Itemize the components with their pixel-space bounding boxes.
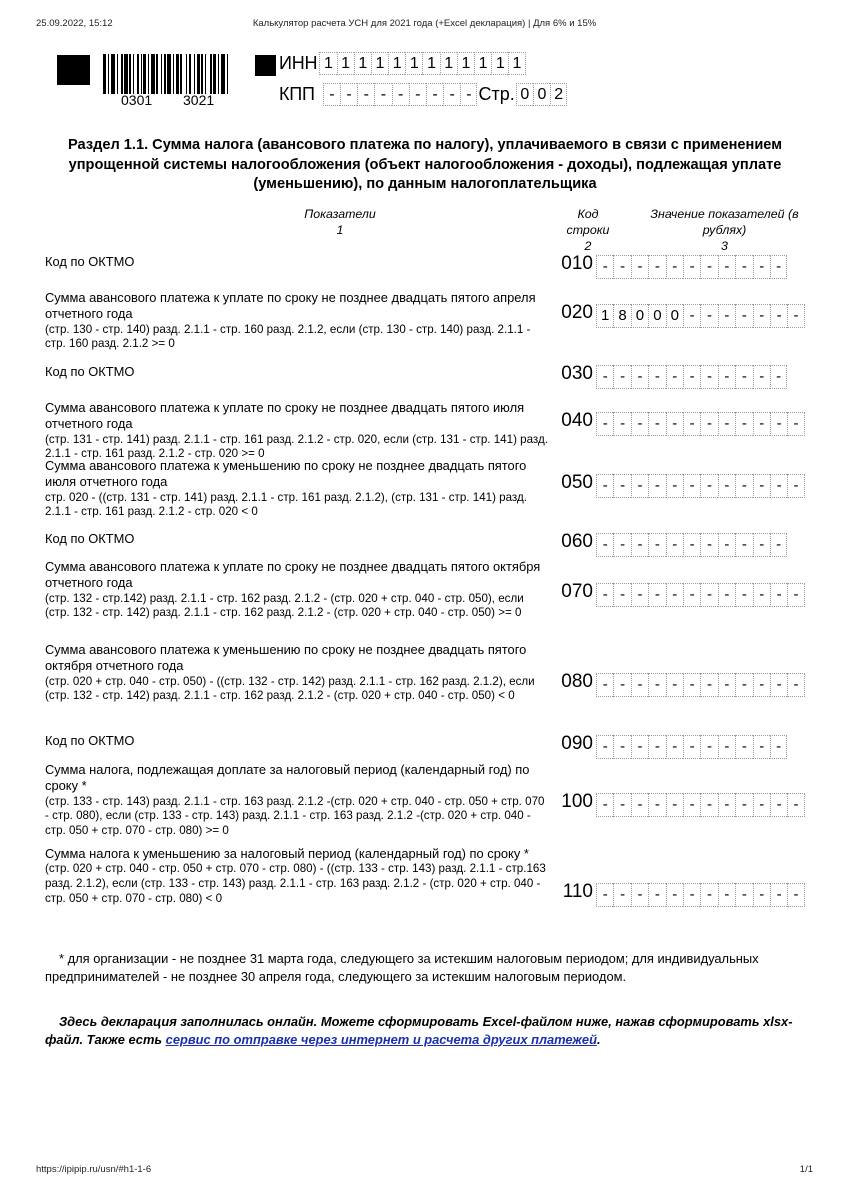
- inn-cell[interactable]: 1: [337, 52, 354, 75]
- barcode-digits-right: 3021: [183, 92, 215, 108]
- value-cell[interactable]: -: [631, 883, 648, 907]
- value-cell[interactable]: 8: [613, 304, 630, 328]
- value-cell[interactable]: -: [683, 365, 700, 389]
- value-cell[interactable]: -: [718, 583, 735, 607]
- row-value-cells-100[interactable]: [596, 793, 805, 817]
- barcode-bar: [141, 54, 142, 94]
- barcode-bar: [201, 54, 203, 94]
- value-cell[interactable]: -: [683, 735, 700, 759]
- row-label-020: [45, 288, 548, 352]
- value-cell[interactable]: 0: [648, 304, 665, 328]
- value-cell[interactable]: -: [718, 412, 735, 436]
- barcode-bar: [180, 54, 182, 94]
- footnote: [45, 950, 805, 985]
- value-cell[interactable]: -: [648, 883, 665, 907]
- barcode-bar: [129, 54, 131, 94]
- row-label-050: [45, 456, 548, 520]
- inn-cell[interactable]: 1: [388, 52, 405, 75]
- value-cell[interactable]: -: [753, 673, 770, 697]
- value-cell[interactable]: -: [683, 883, 700, 907]
- value-cell[interactable]: -: [735, 883, 752, 907]
- payment-service-link[interactable]: сервис по отправке через интернет и расчета других платежей: [165, 1031, 597, 1047]
- value-cell[interactable]: -: [787, 793, 804, 817]
- value-cell[interactable]: -: [666, 883, 683, 907]
- value-cell[interactable]: -: [787, 673, 804, 697]
- row-code-080: 080: [561, 671, 593, 692]
- value-cell[interactable]: -: [770, 735, 787, 759]
- value-cell[interactable]: -: [735, 474, 752, 498]
- barcode-bar: [156, 54, 158, 94]
- barcode-bar: [167, 54, 171, 94]
- value-cell[interactable]: -: [683, 304, 700, 328]
- kpp-cell[interactable]: -: [340, 83, 357, 106]
- value-cell[interactable]: -: [631, 533, 648, 557]
- footnote-text: * для организации - не позднее 31 марта года, следующего за истекшим налоговым периодом; для индивидуальных предпринимателей - не позднее 30 апреля года, следующего за истекшим налоговым периодом.: [45, 951, 759, 984]
- value-cell[interactable]: -: [613, 583, 630, 607]
- value-cell[interactable]: -: [753, 474, 770, 498]
- value-cell[interactable]: -: [700, 533, 717, 557]
- value-cell[interactable]: -: [753, 883, 770, 907]
- page-number-cell[interactable]: 2: [550, 83, 567, 106]
- value-cell[interactable]: -: [700, 735, 717, 759]
- inn-field-row: [279, 52, 526, 75]
- value-cell[interactable]: -: [700, 883, 717, 907]
- value-cell[interactable]: -: [683, 793, 700, 817]
- row-value-cells-060[interactable]: [596, 533, 787, 557]
- row-label-030: [45, 362, 548, 380]
- column-header-indicators-label: Показатели: [304, 207, 376, 221]
- value-cell[interactable]: -: [718, 883, 735, 907]
- value-cell[interactable]: -: [735, 673, 752, 697]
- value-cell[interactable]: -: [718, 533, 735, 557]
- value-cell[interactable]: -: [613, 533, 630, 557]
- value-cell[interactable]: -: [648, 583, 665, 607]
- value-cell[interactable]: -: [770, 255, 787, 279]
- barcode-bar: [151, 54, 155, 94]
- online-note: [45, 1013, 807, 1048]
- row-value-cells-030[interactable]: [596, 365, 787, 389]
- value-cell[interactable]: -: [613, 793, 630, 817]
- value-cell[interactable]: -: [613, 255, 630, 279]
- value-cell[interactable]: -: [631, 255, 648, 279]
- value-cell[interactable]: -: [631, 412, 648, 436]
- barcode-corner-marker: [57, 55, 90, 85]
- column-header-indicators-number: 1: [336, 223, 344, 237]
- value-cell[interactable]: -: [735, 793, 752, 817]
- inn-cell[interactable]: 1: [440, 52, 457, 75]
- row-label-main: Сумма авансового платежа к уплате по сроку не позднее двадцать пятого октября отчетного года: [45, 559, 541, 591]
- value-cell[interactable]: -: [753, 412, 770, 436]
- value-cell[interactable]: -: [787, 304, 804, 328]
- value-cell[interactable]: -: [648, 793, 665, 817]
- row-label-formula: (стр. 020 + стр. 040 - стр. 050) - ((стр. 132 - стр. 142) разд. 2.1.1 - стр. 162 разд. 2.1.2), если (стр. 132 - стр. 142) разд. 2.1.1 - стр. 162 разд. 2.1.2 - (стр. 020 + стр. 040 - стр. 050) < 0: [45, 674, 535, 703]
- value-cell[interactable]: -: [648, 533, 665, 557]
- column-header-value-number: 3: [721, 239, 728, 253]
- barcode-bar: [186, 54, 187, 94]
- value-cell[interactable]: -: [700, 793, 717, 817]
- section-title: Раздел 1.1. Сумма налога (авансового платежа по налогу), уплачиваемого в связи с применением упрощенной системы налогообложения (объект налогообложения - доходы), подлежащая уплате (уменьшению), по данным налогоплательщика: [67, 137, 783, 192]
- value-cell[interactable]: -: [700, 255, 717, 279]
- column-header-code-line2: строки: [566, 223, 610, 237]
- barcode-bar: [108, 54, 109, 94]
- barcode-bar: [103, 54, 106, 94]
- inn-cell[interactable]: 1: [354, 52, 371, 75]
- value-cell[interactable]: -: [596, 474, 613, 498]
- value-cell[interactable]: -: [596, 365, 613, 389]
- value-cell[interactable]: -: [787, 412, 804, 436]
- value-cell[interactable]: -: [735, 533, 752, 557]
- page-number-cell[interactable]: 0: [533, 83, 550, 106]
- value-cell[interactable]: -: [666, 533, 683, 557]
- print-page-title: Калькулятор расчета УСН для 2021 года (+Excel декларация) | Для 6% и 15%: [252, 18, 597, 29]
- print-timestamp: 25.09.2022, 15:12: [36, 18, 113, 29]
- row-value-cells-090[interactable]: [596, 735, 787, 759]
- value-cell[interactable]: -: [770, 673, 787, 697]
- kpp-cell[interactable]: -: [409, 83, 426, 106]
- value-cell[interactable]: -: [683, 474, 700, 498]
- row-code-010: 010: [561, 253, 593, 274]
- row-label-080: [45, 640, 548, 704]
- print-url: https://ipipip.ru/usn/#h1-1-6: [36, 1164, 152, 1175]
- value-cell[interactable]: -: [596, 583, 613, 607]
- barcode-bar: [173, 54, 174, 94]
- row-label-formula: стр. 020 - ((стр. 131 - стр. 141) разд. 2.1.1 - стр. 161 разд. 2.1.2), (стр. 131 - стр. 141) разд. 2.1.1 - стр. 161 разд. 2.1.2 - стр. 020 < 0: [45, 490, 527, 519]
- inn-cell[interactable]: 1: [508, 52, 525, 75]
- row-label-main: Код по ОКТМО: [45, 531, 135, 546]
- barcode-bar: [213, 54, 216, 94]
- row-label-main: Сумма налога, подлежащая доплате за налоговый период (календарный год) по сроку *: [45, 762, 530, 794]
- value-cell[interactable]: -: [787, 474, 804, 498]
- row-code-070: 070: [561, 581, 593, 602]
- value-cell[interactable]: -: [613, 883, 630, 907]
- value-cell[interactable]: -: [770, 304, 787, 328]
- row-code-030: 030: [561, 363, 593, 384]
- kpp-label: КПП: [279, 84, 315, 104]
- online-note-after: .: [596, 1031, 601, 1047]
- barcode-bar: [148, 54, 149, 94]
- value-cell[interactable]: 0: [666, 304, 683, 328]
- barcode-bar: [227, 54, 228, 94]
- inn-cell[interactable]: 1: [319, 52, 336, 75]
- row-label-main: Код по ОКТМО: [45, 733, 135, 748]
- inn-label: ИНН: [279, 53, 318, 73]
- value-cell[interactable]: -: [666, 735, 683, 759]
- inn-cell[interactable]: 1: [405, 52, 422, 75]
- row-code-050: 050: [561, 472, 593, 493]
- value-cell[interactable]: -: [648, 255, 665, 279]
- row-code-020: 020: [561, 302, 593, 323]
- barcode-bar: [161, 54, 162, 94]
- value-cell[interactable]: -: [613, 735, 630, 759]
- value-cell[interactable]: -: [770, 583, 787, 607]
- value-cell[interactable]: -: [735, 735, 752, 759]
- row-label-main: Сумма авансового платежа к уплате по сроку не позднее двадцать пятого июля отчетного года: [45, 400, 525, 432]
- page-label: Стр.: [478, 84, 515, 104]
- value-cell[interactable]: -: [753, 304, 770, 328]
- inn-cell[interactable]: 1: [422, 52, 439, 75]
- column-header-code-number: 2: [584, 239, 592, 253]
- row-label-formula: (стр. 133 - стр. 143) разд. 2.1.1 - стр. 163 разд. 2.1.2 -(стр. 020 + стр. 040 - стр. 050 + стр. 070 - стр. 080), если (стр. 133 - стр. 143) разд. 2.1.1 - стр. 163 разд. 2.1.2 -(стр. 020 + стр. 040 - стр. 050 + стр. 070 - стр. 080) >= 0: [45, 794, 545, 837]
- value-cell[interactable]: -: [631, 474, 648, 498]
- inn-cell[interactable]: 1: [457, 52, 474, 75]
- row-code-090: 090: [561, 733, 593, 754]
- column-header-code-line1: Код: [577, 207, 599, 221]
- row-value-cells-040[interactable]: [596, 412, 805, 436]
- value-cell[interactable]: -: [631, 735, 648, 759]
- value-cell[interactable]: -: [718, 793, 735, 817]
- value-cell[interactable]: -: [666, 673, 683, 697]
- value-cell[interactable]: -: [683, 533, 700, 557]
- column-header-value: [597, 206, 849, 254]
- value-cell[interactable]: -: [666, 365, 683, 389]
- barcode-image: [103, 54, 250, 94]
- barcode-bar: [133, 54, 134, 94]
- value-cell[interactable]: -: [700, 412, 717, 436]
- kpp-cell[interactable]: -: [392, 83, 409, 106]
- kpp-cell[interactable]: -: [426, 83, 443, 106]
- value-cell[interactable]: -: [700, 304, 717, 328]
- value-cell[interactable]: -: [718, 304, 735, 328]
- row-label-formula: (стр. 020 + стр. 040 - стр. 050 + стр. 070 - стр. 080) - ((стр. 133 - стр. 143) разд. 2.1.1 - стр.163 разд. 2.1.2), если (стр. 133 - стр. 143) разд. 2.1.1 - стр. 163 разд. 2.1.2 - (стр. 020 + стр. 040 - стр. 050 + стр. 070 - стр. 080) < 0: [45, 862, 546, 905]
- row-value-cells-080[interactable]: [596, 673, 805, 697]
- value-cell[interactable]: -: [648, 673, 665, 697]
- value-cell[interactable]: -: [631, 793, 648, 817]
- value-cell[interactable]: -: [700, 583, 717, 607]
- value-cell[interactable]: -: [666, 793, 683, 817]
- value-cell[interactable]: -: [596, 793, 613, 817]
- value-cell[interactable]: -: [666, 583, 683, 607]
- row-code-110: 110: [562, 881, 593, 902]
- value-cell[interactable]: -: [648, 365, 665, 389]
- row-value-cells-020[interactable]: [596, 304, 805, 328]
- barcode-digits: [103, 92, 250, 108]
- value-cell[interactable]: -: [787, 883, 804, 907]
- inn-cell[interactable]: 1: [474, 52, 491, 75]
- value-cell[interactable]: -: [718, 673, 735, 697]
- online-note-before: Здесь декларация заполнилась онлайн. Можете сформировать Excel-файлом ниже, нажав сформировать xlsx-файл. Также есть: [45, 1014, 793, 1047]
- identification-block: [57, 52, 797, 126]
- inn-cell[interactable]: 1: [491, 52, 508, 75]
- value-cell[interactable]: -: [718, 365, 735, 389]
- table-column-headers: [45, 206, 805, 253]
- value-cell[interactable]: -: [596, 412, 613, 436]
- kpp-cell[interactable]: -: [323, 83, 340, 106]
- row-code-040: 040: [561, 410, 593, 431]
- inn-cell[interactable]: 1: [371, 52, 388, 75]
- value-cell[interactable]: -: [666, 255, 683, 279]
- value-cell[interactable]: -: [735, 583, 752, 607]
- barcode-digits-left: 0301: [121, 92, 153, 108]
- value-cell[interactable]: -: [770, 474, 787, 498]
- inn-cells[interactable]: [319, 52, 525, 75]
- barcode-bar: [221, 54, 225, 94]
- row-label-main: Код по ОКТМО: [45, 364, 135, 379]
- value-cell[interactable]: -: [735, 304, 752, 328]
- barcode-bar: [121, 54, 123, 94]
- row-code-100: 100: [561, 791, 593, 812]
- column-header-value-line2: рублях): [702, 223, 747, 237]
- row-label-formula: (стр. 130 - стр. 140) разд. 2.1.1 - стр. 160 разд. 2.1.2, если (стр. 130 - стр. 140) разд. 2.1.1 - стр. 160 разд. 2.1.2 >= 0: [45, 322, 531, 351]
- value-cell[interactable]: 1: [596, 304, 613, 328]
- value-cell[interactable]: -: [770, 412, 787, 436]
- value-cell[interactable]: -: [648, 735, 665, 759]
- value-cell[interactable]: -: [596, 673, 613, 697]
- barcode-bar: [143, 54, 146, 94]
- barcode-bar: [124, 54, 128, 94]
- row-code-060: 060: [561, 531, 593, 552]
- row-value-cells-050[interactable]: [596, 474, 805, 498]
- value-cell[interactable]: -: [596, 883, 613, 907]
- barcode-bar: [111, 54, 115, 94]
- barcode-bar: [164, 54, 166, 94]
- value-cell[interactable]: -: [770, 883, 787, 907]
- value-cell[interactable]: -: [735, 365, 752, 389]
- value-cell[interactable]: -: [613, 474, 630, 498]
- row-value-cells-070[interactable]: [596, 583, 805, 607]
- kpp-cell[interactable]: -: [443, 83, 460, 106]
- value-cell[interactable]: -: [770, 793, 787, 817]
- row-label-100: [45, 760, 548, 839]
- page-number-cell[interactable]: 0: [516, 83, 533, 106]
- kpp-field-row: [279, 83, 567, 106]
- print-page-number: 1/1: [799, 1164, 813, 1175]
- value-cell[interactable]: -: [753, 793, 770, 817]
- value-cell[interactable]: -: [753, 583, 770, 607]
- value-cell[interactable]: -: [596, 255, 613, 279]
- print-header: [0, 18, 849, 32]
- value-cell[interactable]: -: [735, 255, 752, 279]
- inn-corner-marker: [255, 55, 276, 76]
- row-label-main: Код по ОКТМО: [45, 254, 135, 269]
- value-cell[interactable]: -: [753, 365, 770, 389]
- value-cell[interactable]: -: [700, 673, 717, 697]
- barcode-bar: [137, 54, 139, 94]
- barcode-bar: [205, 54, 206, 94]
- value-cell[interactable]: -: [683, 412, 700, 436]
- value-cell[interactable]: -: [753, 255, 770, 279]
- row-label-main: Сумма авансового платежа к уменьшению по сроку не позднее двадцать пятого октября отчетного года: [45, 642, 527, 674]
- value-cell[interactable]: -: [613, 673, 630, 697]
- value-cell[interactable]: -: [666, 412, 683, 436]
- value-cell[interactable]: -: [683, 583, 700, 607]
- value-cell[interactable]: -: [718, 735, 735, 759]
- row-label-070: [45, 557, 548, 621]
- value-cell[interactable]: -: [753, 735, 770, 759]
- row-label-010: [45, 252, 548, 270]
- kpp-cell[interactable]: -: [460, 83, 477, 106]
- value-cell[interactable]: -: [718, 474, 735, 498]
- print-footer: [0, 1164, 849, 1178]
- column-header-indicators: [260, 206, 420, 238]
- barcode-bar: [194, 54, 195, 94]
- barcode-bar: [210, 54, 212, 94]
- value-cell[interactable]: -: [666, 474, 683, 498]
- value-cell[interactable]: 0: [631, 304, 648, 328]
- barcode-bar: [117, 54, 118, 94]
- barcode-bar: [218, 54, 219, 94]
- value-cell[interactable]: -: [718, 255, 735, 279]
- kpp-cell[interactable]: -: [374, 83, 391, 106]
- barcode-bar: [176, 54, 179, 94]
- value-cell[interactable]: -: [596, 533, 613, 557]
- row-label-main: Сумма авансового платежа к уплате по сроку не позднее двадцать пятого апреля отчетного года: [45, 290, 536, 322]
- row-label-110: [45, 844, 548, 906]
- barcode-bar: [189, 54, 191, 94]
- value-cell[interactable]: -: [683, 255, 700, 279]
- value-cell[interactable]: -: [648, 412, 665, 436]
- value-cell[interactable]: -: [631, 365, 648, 389]
- value-cell[interactable]: -: [648, 474, 665, 498]
- row-value-cells-010[interactable]: [596, 255, 787, 279]
- value-cell[interactable]: -: [770, 533, 787, 557]
- barcode-bar: [197, 54, 200, 94]
- value-cell[interactable]: -: [631, 583, 648, 607]
- value-cell[interactable]: -: [596, 735, 613, 759]
- row-label-main: Сумма авансового платежа к уменьшению по сроку не позднее двадцать пятого июля отчетного года: [45, 458, 527, 490]
- row-label-formula: (стр. 131 - стр. 141) разд. 2.1.1 - стр. 161 разд. 2.1.2 - стр. 020, если (стр. 131 - стр. 141) разд. 2.1.1 - стр. 161 разд. 2.1.2 - стр. 020 >= 0: [45, 432, 548, 461]
- value-cell[interactable]: -: [770, 365, 787, 389]
- column-header-value-line1: Значение показателей (в: [650, 207, 799, 221]
- kpp-cell[interactable]: -: [357, 83, 374, 106]
- row-label-060: [45, 529, 548, 547]
- value-cell[interactable]: -: [700, 365, 717, 389]
- row-label-formula: (стр. 132 - стр.142) разд. 2.1.1 - стр. 162 разд. 2.1.2 - (стр. 020 + стр. 040 - стр. 050), если (стр. 132 - стр. 142) разд. 2.1.1 - стр. 162 разд. 2.1.2 - (стр. 020 + стр. 040 - стр. 050) >= 0: [45, 591, 524, 620]
- value-cell[interactable]: -: [683, 673, 700, 697]
- row-value-cells-110[interactable]: [596, 883, 805, 907]
- page-number-cells[interactable]: [516, 83, 568, 106]
- row-label-040: [45, 398, 548, 462]
- value-cell[interactable]: -: [787, 583, 804, 607]
- value-cell[interactable]: -: [613, 365, 630, 389]
- row-label-090: [45, 731, 548, 749]
- value-cell[interactable]: -: [735, 412, 752, 436]
- value-cell[interactable]: -: [631, 673, 648, 697]
- value-cell[interactable]: -: [753, 533, 770, 557]
- form-rows: [45, 252, 805, 952]
- value-cell[interactable]: -: [613, 412, 630, 436]
- row-label-main: Сумма налога к уменьшению за налоговый период (календарный год) по сроку *: [45, 846, 529, 861]
- kpp-cells[interactable]: [323, 83, 478, 106]
- value-cell[interactable]: -: [700, 474, 717, 498]
